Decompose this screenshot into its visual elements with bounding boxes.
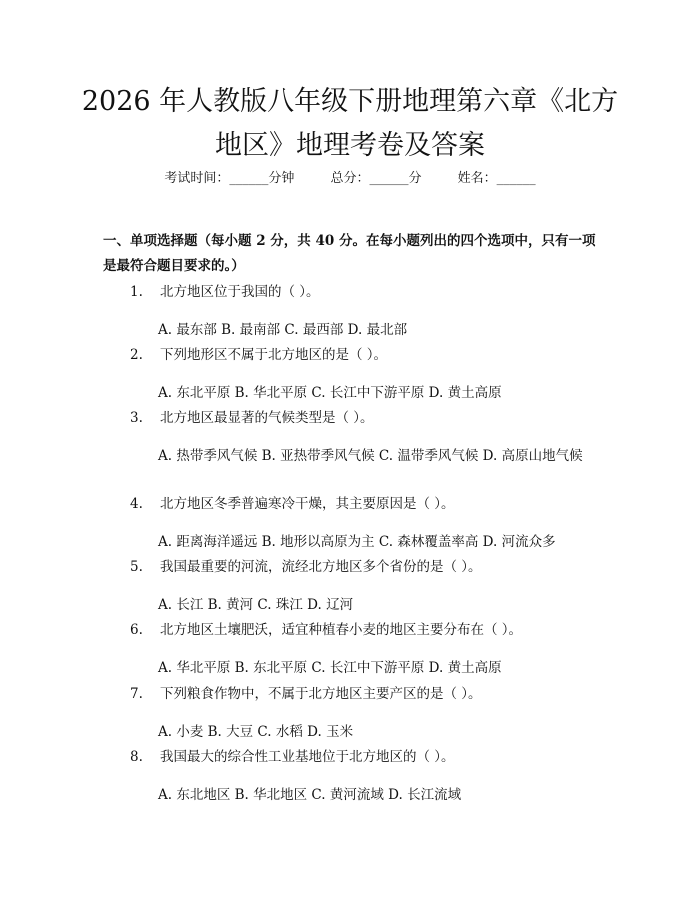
question-stem: 北方地区最显著的气候类型是（ ）。 (160, 410, 374, 426)
exam-time-field: 考试时间：______分钟 (164, 171, 295, 186)
question-number: 4. (130, 496, 143, 512)
page-title-line2: 地区》地理考卷及答案 (215, 130, 485, 161)
question-options: A. 热带季风气候 B. 亚热带季风气候 C. 温带季风气候 D. 高原山地气候 (158, 448, 583, 464)
question-number: 1. (130, 284, 143, 300)
question-stem: 我国最重要的河流，流经北方地区多个省份的是（ ）。 (160, 559, 482, 575)
question-stem: 下列粮食作物中，不属于北方地区主要产区的是（ ）。 (160, 686, 482, 702)
question-stem: 北方地区土壤肥沃，适宜种植春小麦的地区主要分布在（ ）。 (160, 622, 523, 638)
student-name-field: 姓名：______ (457, 171, 536, 186)
total-score-field: 总分：______分 (330, 171, 422, 186)
question-number: 5. (130, 559, 143, 575)
question-item (103, 343, 601, 406)
question-item (103, 406, 601, 469)
question-item (103, 280, 601, 343)
question-item (103, 682, 601, 745)
question-options: A. 小麦 B. 大豆 C. 水稻 D. 玉米 (158, 724, 354, 740)
question-item (103, 492, 601, 555)
question-options: A. 距离海洋遥远 B. 地形以高原为主 C. 森林覆盖率高 D. 河流众多 (158, 534, 556, 550)
question-item (103, 618, 601, 681)
question-options: A. 东北平原 B. 华北平原 C. 长江中下游平原 D. 黄土高原 (158, 385, 502, 401)
question-stem: 我国最大的综合性工业基地位于北方地区的（ ）。 (160, 749, 455, 765)
question-number: 3. (130, 410, 143, 426)
page-title-line1: 2026 年人教版八年级下册地理第六章《北方 (81, 86, 619, 117)
question-stem: 下列地形区不属于北方地区的是（ ）。 (160, 347, 388, 363)
question-options: A. 最东部 B. 最南部 C. 最西部 D. 最北部 (158, 322, 408, 338)
question-options: A. 东北地区 B. 华北地区 C. 黄河流域 D. 长江流域 (158, 787, 462, 803)
question-number: 7. (130, 686, 143, 702)
question-options: A. 长江 B. 黄河 C. 珠江 D. 辽河 (158, 597, 354, 613)
question-number: 2. (130, 347, 143, 363)
question-item (103, 555, 601, 618)
question-stem: 北方地区冬季普遍寒冷干燥，其主要原因是（ ）。 (160, 496, 455, 512)
question-item (103, 745, 601, 808)
question-options: A. 华北平原 B. 东北平原 C. 长江中下游平原 D. 黄土高原 (158, 660, 502, 676)
question-stem: 北方地区位于我国的（ ）。 (160, 284, 320, 300)
section-heading-single-choice: 一、单项选择题（每小题 2 分，共 40 分。在每小题列出的四个选项中，只有一项是最符合题目要求的。） (103, 233, 596, 274)
exam-meta (0, 169, 700, 189)
question-number: 6. (130, 622, 143, 638)
question-number: 8. (130, 749, 143, 765)
